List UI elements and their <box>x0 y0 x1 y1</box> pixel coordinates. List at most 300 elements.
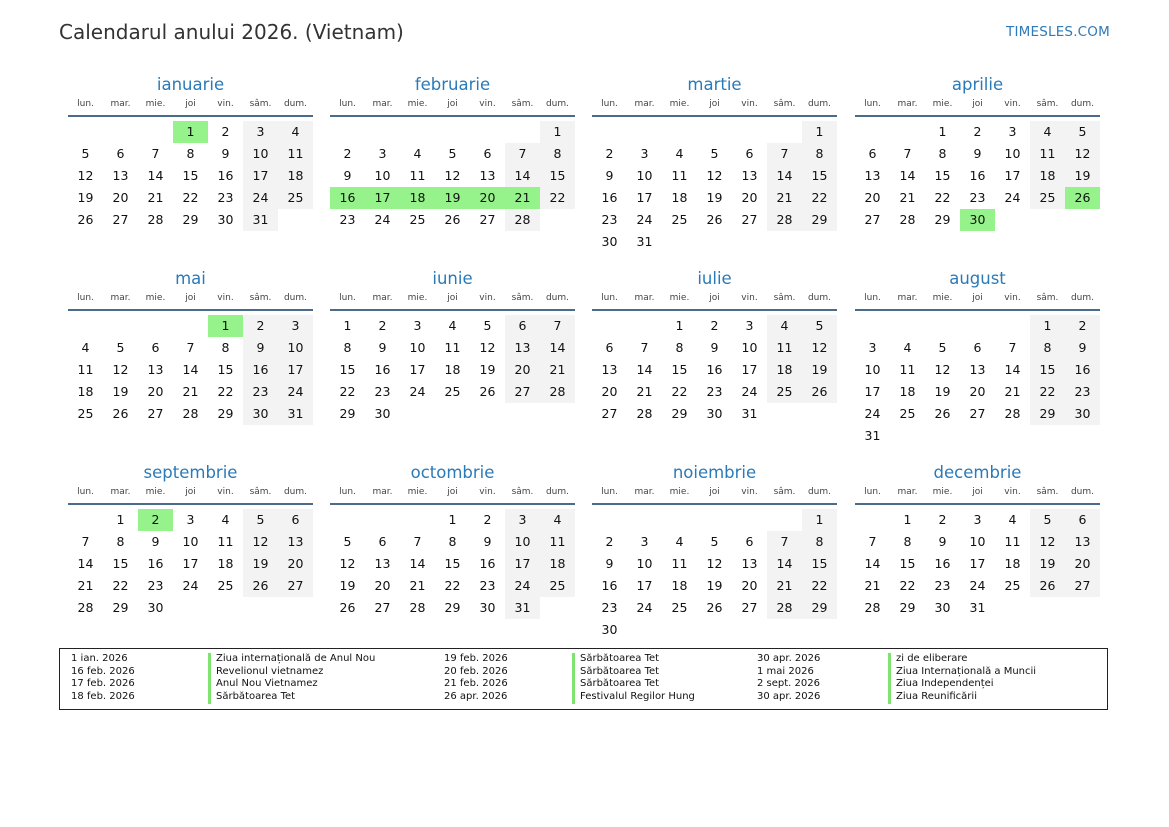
day-cell: 23 <box>1065 381 1100 403</box>
day-cell: 3 <box>278 315 313 337</box>
day-cell: 3 <box>640 533 649 549</box>
day-cell: 5 <box>1030 509 1065 531</box>
day-cell: 3 <box>413 318 422 333</box>
legend-holiday-name: zi de eliberare <box>888 653 967 666</box>
day-cell: 23 <box>934 577 951 593</box>
day-cell: 2 <box>938 512 947 527</box>
day-cell: 2 <box>378 318 387 333</box>
weekday-label: mie. <box>669 99 690 109</box>
weekday-label: vin. <box>1004 293 1021 303</box>
weekday-label: sâm. <box>249 487 272 497</box>
weekday-label: joi <box>709 293 720 303</box>
day-cell: 9 <box>221 145 230 161</box>
day-cell: 27 <box>741 599 758 615</box>
day-cell: 12 <box>77 167 94 183</box>
day-cell: 1 <box>802 509 837 531</box>
day-cell: 11 <box>1030 143 1065 165</box>
month-februarie <box>330 73 575 231</box>
day-cell: 15 <box>899 555 916 571</box>
day-cell: 1 <box>802 121 837 143</box>
day-cell: 31 <box>636 233 653 249</box>
weekday-label: vin. <box>741 487 758 497</box>
day-cell: 17 <box>741 361 758 377</box>
weekday-label: lun. <box>77 293 94 303</box>
day-cell: 3 <box>505 509 540 531</box>
day-grid <box>330 509 575 619</box>
month-name: noiembrie <box>672 463 757 482</box>
day-cell: 19 <box>479 361 496 377</box>
day-cell: 21 <box>409 577 426 593</box>
weekday-label: joi <box>185 99 196 109</box>
day-cell: 18 <box>278 165 313 187</box>
day-cell: 8 <box>802 143 837 165</box>
day-grid <box>592 315 837 425</box>
weekday-label: mar. <box>372 487 393 497</box>
day-cell: 10 <box>864 361 881 377</box>
day-cell: 18 <box>77 383 94 399</box>
empty-cell <box>855 315 890 337</box>
day-cell: 4 <box>278 121 313 143</box>
day-cell: 6 <box>483 145 492 161</box>
weekday-label: sâm. <box>1036 99 1059 109</box>
day-cell: 9 <box>1065 337 1100 359</box>
day-cell: 18 <box>767 359 802 381</box>
day-cell: 21 <box>147 189 164 205</box>
day-cell: 4 <box>1030 121 1065 143</box>
day-cell: 6 <box>116 145 125 161</box>
day-cell: 21 <box>540 359 575 381</box>
empty-cell <box>767 121 802 143</box>
day-cell: 2 <box>1065 315 1100 337</box>
day-cell: 12 <box>1030 531 1065 553</box>
day-cell: 26 <box>112 405 129 421</box>
day-cell: 18 <box>671 577 688 593</box>
day-cell: 22 <box>1030 381 1065 403</box>
day-cell: 31 <box>864 427 881 443</box>
empty-cell <box>732 121 767 143</box>
day-cell: 30 <box>706 405 723 421</box>
empty-cell <box>138 121 173 143</box>
day-cell: 3 <box>243 121 278 143</box>
day-cell: 15 <box>339 361 356 377</box>
day-cell: 28 <box>182 405 199 421</box>
weekday-label: dum. <box>283 99 308 109</box>
weekday-label: vin. <box>217 487 234 497</box>
day-cell: 16 <box>934 555 951 571</box>
day-cell: 12 <box>243 531 278 553</box>
month-decembrie <box>855 461 1100 619</box>
legend-holiday-name: Sărbătoarea Tet <box>572 666 659 679</box>
weekday-label: joi <box>972 487 983 497</box>
empty-cell <box>592 315 627 337</box>
weekday-label: dum. <box>545 487 570 497</box>
day-cell: 11 <box>1004 533 1021 549</box>
month-name: mai <box>175 269 206 288</box>
weekday-label: vin. <box>479 487 496 497</box>
day-cell: 28 <box>409 599 426 615</box>
day-cell: 20 <box>601 383 618 399</box>
day-cell: 17 <box>409 361 426 377</box>
empty-cell <box>995 315 1030 337</box>
empty-cell <box>68 315 103 337</box>
legend-date: 1 mai 2026 <box>757 665 814 677</box>
day-cell: 19 <box>706 577 723 593</box>
empty-cell <box>365 509 400 531</box>
weekday-header <box>592 97 837 117</box>
weekday-label: sâm. <box>249 99 272 109</box>
day-cell: 16 <box>147 555 164 571</box>
day-cell: 13 <box>479 167 496 183</box>
day-cell: 17 <box>278 359 313 381</box>
day-grid <box>592 121 837 253</box>
day-cell: 15 <box>802 553 837 575</box>
legend-date: 30 apr. 2026 <box>757 691 821 703</box>
day-cell: 17 <box>182 555 199 571</box>
day-cell: 20 <box>1065 553 1100 575</box>
weekday-label: mie. <box>407 487 428 497</box>
weekday-label: sâm. <box>773 487 796 497</box>
day-cell: 29 <box>899 599 916 615</box>
day-cell: 23 <box>601 211 618 227</box>
empty-cell <box>960 315 995 337</box>
day-cell: 11 <box>671 167 688 183</box>
legend-holiday-name: Anul Nou Vietnamez <box>208 678 318 691</box>
day-cell: 31 <box>741 405 758 421</box>
day-cell: 13 <box>864 167 881 183</box>
day-cell: 30 <box>934 599 951 615</box>
day-cell: 30 <box>374 405 391 421</box>
weekday-header <box>855 291 1100 311</box>
site-link[interactable]: TIMESLES.COM <box>1006 24 1110 40</box>
day-grid <box>68 315 313 425</box>
day-cell: 9 <box>243 337 278 359</box>
day-cell: 27 <box>374 599 391 615</box>
day-cell: 26 <box>77 211 94 227</box>
legend-holiday-name: Ziua Internațională a Muncii <box>888 666 1036 679</box>
day-cell: 26 <box>706 211 723 227</box>
day-cell: 19 <box>243 553 278 575</box>
day-cell: 20 <box>278 553 313 575</box>
weekday-label: mie. <box>145 487 166 497</box>
day-cell: 27 <box>278 575 313 597</box>
day-cell: 3 <box>378 145 387 161</box>
weekday-label: mar. <box>110 293 131 303</box>
day-cell: 16 <box>601 189 618 205</box>
weekday-label: vin. <box>479 99 496 109</box>
day-cell: 22 <box>112 577 129 593</box>
day-cell: 20 <box>741 189 758 205</box>
legend-date: 18 feb. 2026 <box>71 691 135 703</box>
weekday-label: lun. <box>601 293 618 303</box>
month-martie <box>592 73 837 253</box>
day-cell: 18 <box>540 553 575 575</box>
day-cell: 8 <box>938 145 947 161</box>
day-cell: 19 <box>1030 553 1065 575</box>
day-cell: 12 <box>112 361 129 377</box>
weekday-label: mar. <box>110 99 131 109</box>
empty-cell <box>103 315 138 337</box>
day-cell: 7 <box>81 533 90 549</box>
day-cell: 15 <box>802 165 837 187</box>
day-cell: 26 <box>934 405 951 421</box>
day-cell: 29 <box>444 599 461 615</box>
day-cell: 16 <box>479 555 496 571</box>
day-cell: 30 <box>1065 403 1100 425</box>
day-cell: 22 <box>444 577 461 593</box>
empty-cell <box>627 509 662 531</box>
day-cell: 31 <box>243 209 278 231</box>
empty-cell <box>697 509 732 531</box>
day-cell: 7 <box>413 533 422 549</box>
legend-holiday-name: Ziua internațională de Anul Nou <box>208 653 375 666</box>
weekday-label: joi <box>972 293 983 303</box>
day-cell: 12 <box>479 339 496 355</box>
day-cell: 5 <box>802 315 837 337</box>
day-cell: 12 <box>444 167 461 183</box>
weekday-header <box>855 97 1100 117</box>
weekday-label: joi <box>972 99 983 109</box>
day-cell: 1 <box>903 512 912 527</box>
day-cell: 28 <box>899 211 916 227</box>
day-cell: 11 <box>409 167 426 183</box>
day-cell: 9 <box>973 145 982 161</box>
day-cell: 10 <box>278 337 313 359</box>
day-cell: 29 <box>182 211 199 227</box>
weekday-label: lun. <box>77 487 94 497</box>
weekday-label: mie. <box>669 293 690 303</box>
day-cell: 13 <box>147 361 164 377</box>
day-cell: 9 <box>605 167 614 183</box>
day-cell: 14 <box>767 553 802 575</box>
weekday-label: mar. <box>897 487 918 497</box>
weekday-label: lun. <box>601 487 618 497</box>
empty-cell <box>330 121 365 143</box>
legend-date: 1 ian. 2026 <box>71 653 128 664</box>
day-cell: 25 <box>217 577 234 593</box>
empty-cell <box>697 121 732 143</box>
day-cell: 14 <box>147 167 164 183</box>
weekday-label: vin. <box>1004 487 1021 497</box>
empty-cell <box>855 509 890 531</box>
weekday-header <box>855 485 1100 505</box>
empty-cell <box>767 509 802 531</box>
day-cell: 30 <box>243 403 278 425</box>
day-cell: 29 <box>802 209 837 231</box>
legend-date: 20 feb. 2026 <box>444 665 508 677</box>
weekday-label: joi <box>185 487 196 497</box>
month-name: decembrie <box>933 463 1022 482</box>
month-mai <box>68 267 313 425</box>
day-cell: 4 <box>767 315 802 337</box>
day-cell: 21 <box>864 577 881 593</box>
day-cell: 11 <box>77 361 94 377</box>
day-cell: 12 <box>1065 143 1100 165</box>
day-cell: 7 <box>151 145 160 161</box>
day-cell: 23 <box>147 577 164 593</box>
day-cell: 6 <box>745 145 754 161</box>
day-cell: 4 <box>221 512 230 527</box>
day-cell: 21 <box>1004 383 1021 399</box>
day-cell: 24 <box>409 383 426 399</box>
empty-cell <box>505 121 540 143</box>
legend-date: 30 apr. 2026 <box>757 653 821 664</box>
day-cell: 23 <box>601 599 618 615</box>
weekday-label: dum. <box>545 293 570 303</box>
day-cell: 17 <box>243 165 278 187</box>
day-cell: 4 <box>1008 512 1017 527</box>
day-cell: 30 <box>479 599 496 615</box>
day-cell: 22 <box>802 187 837 209</box>
day-cell: 28 <box>540 381 575 403</box>
day-cell: 6 <box>605 339 614 355</box>
day-cell: 13 <box>278 531 313 553</box>
day-cell: 27 <box>741 211 758 227</box>
day-cell: 15 <box>540 165 575 187</box>
day-cell: 8 <box>343 339 352 355</box>
day-cell: 7 <box>903 145 912 161</box>
day-cell: 13 <box>741 555 758 571</box>
day-cell: 11 <box>540 531 575 553</box>
empty-cell <box>890 315 925 337</box>
day-cell: 14 <box>864 555 881 571</box>
weekday-label: sâm. <box>511 99 534 109</box>
holiday-day: 20 <box>470 187 505 209</box>
day-cell: 26 <box>339 599 356 615</box>
month-aprilie <box>855 73 1100 231</box>
day-cell: 29 <box>1030 403 1065 425</box>
holiday-day: 1 <box>173 121 208 143</box>
holiday-day: 30 <box>960 209 995 231</box>
weekday-label: dum. <box>545 99 570 109</box>
day-cell: 3 <box>745 318 754 333</box>
day-cell: 24 <box>182 577 199 593</box>
day-cell: 25 <box>409 211 426 227</box>
weekday-label: sâm. <box>249 293 272 303</box>
empty-cell <box>138 315 173 337</box>
day-cell: 27 <box>864 211 881 227</box>
day-cell: 23 <box>243 381 278 403</box>
weekday-label: mar. <box>897 99 918 109</box>
month-name: martie <box>687 75 742 94</box>
legend-date: 2 sept. 2026 <box>757 678 820 690</box>
day-cell: 31 <box>969 599 986 615</box>
weekday-label: joi <box>709 487 720 497</box>
month-name: septembrie <box>143 463 238 482</box>
holiday-day: 2 <box>138 509 173 531</box>
day-cell: 18 <box>1030 165 1065 187</box>
day-cell: 19 <box>706 189 723 205</box>
day-cell: 28 <box>636 405 653 421</box>
month-octombrie <box>330 461 575 619</box>
legend-date: 26 apr. 2026 <box>444 691 508 703</box>
day-cell: 7 <box>640 339 649 355</box>
day-cell: 5 <box>1065 121 1100 143</box>
weekday-label: lun. <box>77 99 94 109</box>
weekday-label: dum. <box>807 99 832 109</box>
month-iulie <box>592 267 837 425</box>
day-cell: 13 <box>505 337 540 359</box>
month-name: august <box>949 269 1006 288</box>
day-cell: 23 <box>217 189 234 205</box>
day-cell: 21 <box>767 187 802 209</box>
day-cell: 7 <box>767 531 802 553</box>
weekday-label: mar. <box>634 293 655 303</box>
day-cell: 5 <box>448 145 457 161</box>
day-cell: 15 <box>671 361 688 377</box>
day-cell: 25 <box>77 405 94 421</box>
day-cell: 1 <box>1030 315 1065 337</box>
day-cell: 13 <box>374 555 391 571</box>
day-cell: 21 <box>899 189 916 205</box>
weekday-label: sâm. <box>1036 487 1059 497</box>
day-cell: 9 <box>378 339 387 355</box>
day-cell: 29 <box>934 211 951 227</box>
day-cell: 22 <box>899 577 916 593</box>
day-cell: 17 <box>505 553 540 575</box>
day-cell: 5 <box>343 533 352 549</box>
weekday-label: dum. <box>1070 293 1095 303</box>
day-cell: 5 <box>710 145 719 161</box>
day-cell: 31 <box>505 597 540 619</box>
day-cell: 21 <box>767 575 802 597</box>
day-grid <box>855 121 1100 231</box>
month-name: iulie <box>697 269 732 288</box>
day-cell: 23 <box>374 383 391 399</box>
day-grid <box>592 509 837 641</box>
month-name: aprilie <box>951 75 1004 94</box>
day-cell: 10 <box>374 167 391 183</box>
day-cell: 7 <box>1008 339 1017 355</box>
day-cell: 15 <box>1030 359 1065 381</box>
empty-cell <box>400 121 435 143</box>
day-cell: 29 <box>671 405 688 421</box>
day-cell: 4 <box>540 509 575 531</box>
day-cell: 23 <box>479 577 496 593</box>
day-cell: 18 <box>1004 555 1021 571</box>
weekday-label: mie. <box>145 99 166 109</box>
day-cell: 6 <box>745 533 754 549</box>
day-cell: 12 <box>339 555 356 571</box>
day-cell: 28 <box>864 599 881 615</box>
day-cell: 25 <box>671 211 688 227</box>
day-cell: 21 <box>636 383 653 399</box>
day-cell: 10 <box>969 533 986 549</box>
legend-holiday-name: Sărbătoarea Tet <box>572 678 659 691</box>
empty-cell <box>925 315 960 337</box>
day-cell: 1 <box>675 318 684 333</box>
legend-date: 21 feb. 2026 <box>444 678 508 690</box>
weekday-label: mie. <box>932 99 953 109</box>
day-cell: 3 <box>868 339 877 355</box>
empty-cell <box>627 315 662 337</box>
empty-cell <box>435 121 470 143</box>
day-cell: 24 <box>741 383 758 399</box>
day-cell: 23 <box>706 383 723 399</box>
day-cell: 29 <box>217 405 234 421</box>
day-cell: 11 <box>899 361 916 377</box>
day-cell: 27 <box>601 405 618 421</box>
day-cell: 15 <box>182 167 199 183</box>
day-cell: 7 <box>540 315 575 337</box>
day-cell: 5 <box>483 318 492 333</box>
day-cell: 25 <box>444 383 461 399</box>
day-cell: 13 <box>112 167 129 183</box>
day-cell: 26 <box>479 383 496 399</box>
day-cell: 20 <box>112 189 129 205</box>
day-cell: 24 <box>636 599 653 615</box>
day-cell: 14 <box>767 165 802 187</box>
day-cell: 6 <box>278 509 313 531</box>
